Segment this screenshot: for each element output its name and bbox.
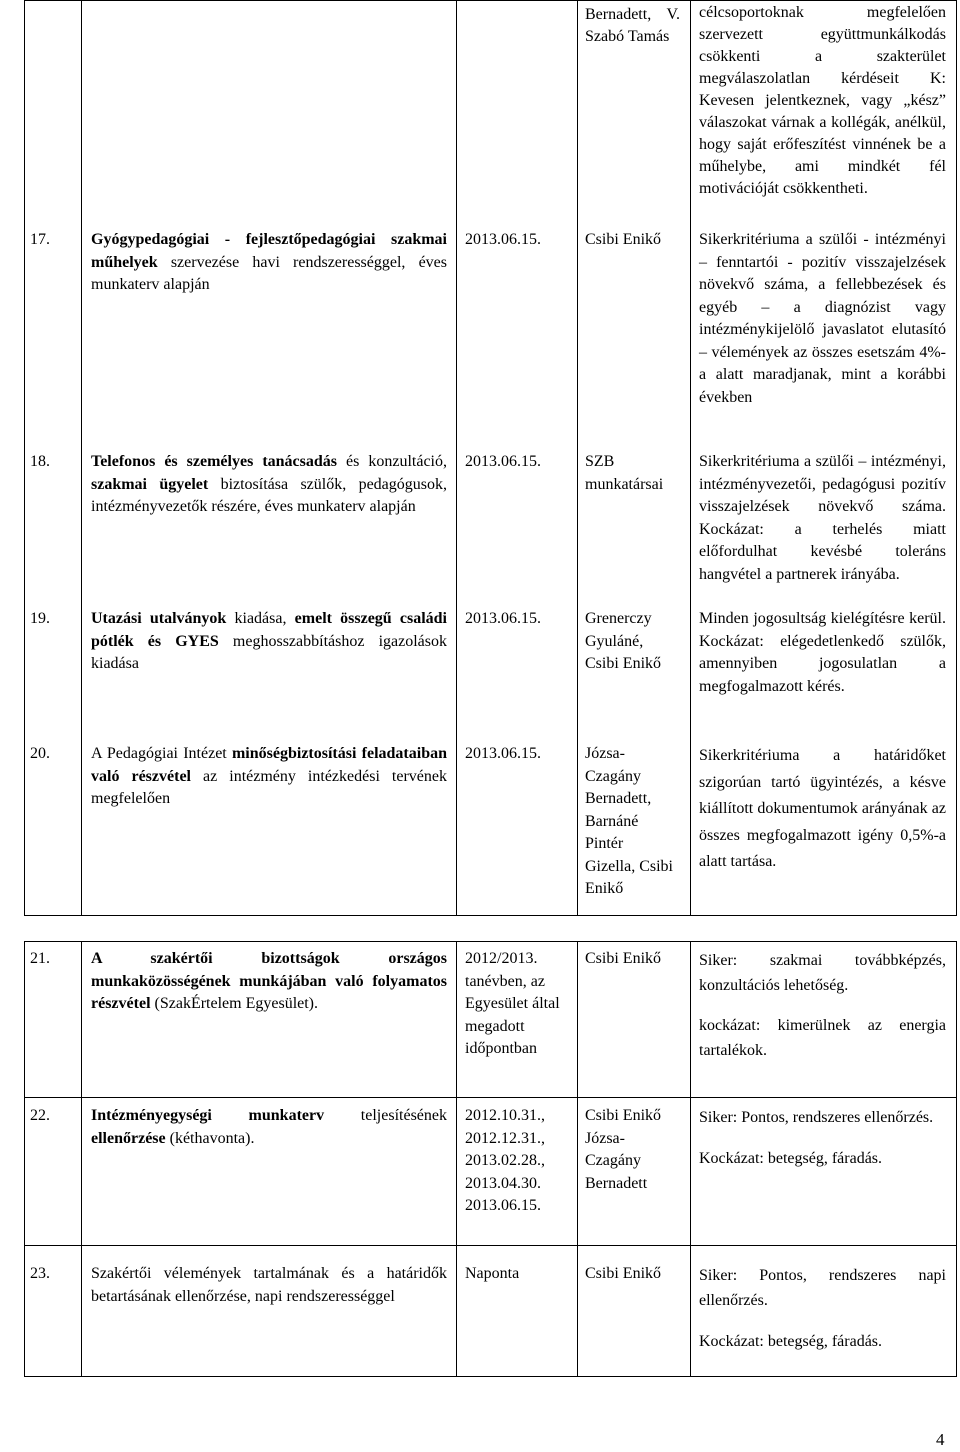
table1-col-border-2 — [456, 0, 457, 916]
table1-col-border-5 — [956, 0, 957, 916]
row22-task: Intézményegységi munkaterv teljesítésének ellenőrzése (kéthavonta). — [91, 1107, 447, 1147]
row20-date: 2013.06.15. — [465, 745, 541, 762]
table2-top-border — [24, 941, 957, 942]
row18-number: 18. — [30, 453, 50, 470]
row23-number: 23. — [30, 1265, 50, 1282]
row20-number: 20. — [30, 745, 50, 762]
row0-result: célcsoportoknak megfelelően szervezett együttmunkálkodás csökkenti a szakterület megválaszolatlan kérdéseit K: Kevesen jelentkeznek, vagy „kész” válaszokat várnak a kollégák, anélkül, hogy saját erőfeszítést vinnének be a műhelybe, ami mindkét fél motivációját csökkentheti. — [699, 4, 946, 197]
table1-top-border — [24, 0, 957, 1]
row21-result: Siker: szakmai továbbképzés, konzultációs lehetőség. kockázat: kimerülnek az energia tartalékok. — [699, 952, 946, 1059]
row19-date: 2013.06.15. — [465, 610, 541, 627]
row19-result: Minden jogosultság kielégítésre kerül. Kockázat: elégedetlenkedő szülők, amennyiben jogosulatlan a megfogalmazott kérés. — [699, 610, 946, 695]
row18-responsible: SZB munkatársai — [585, 453, 664, 493]
row21-responsible: Csibi Enikő — [585, 950, 662, 967]
row20-result: Sikerkritériuma a határidőket szigorúan tartó ügyintézés, a késve kiállított dokumentumok arányának az összes megfogalmazott igény 0,5%-a alatt tartása. — [699, 747, 946, 870]
row23-responsible: Csibi Enikő — [585, 1265, 662, 1282]
table2-row-border-2 — [24, 1245, 957, 1246]
row23-task: Szakértői vélemények tartalmának és a határidők betartásának ellenőrzése, napi rendszerességgel — [91, 1265, 447, 1305]
row21-number: 21. — [30, 950, 50, 967]
table2-col-border-0 — [24, 941, 25, 1377]
row17-responsible: Csibi Enikő — [585, 231, 662, 248]
row0-responsible: Bernadett, V. Szabó Tamás — [585, 6, 680, 45]
table1-col-border-4 — [690, 0, 691, 916]
row20-task: A Pedagógiai Intézet minőségbiztosítási feladataiban való részvétel az intézmény intézkedési tervének megfelelően — [91, 745, 447, 807]
row18-task: Telefonos és személyes tanácsadás és konzultáció, szakmai ügyelet biztosítása szülők, pedagógusok, intézményvezetők részére, éves munkaterv alapján — [91, 453, 447, 515]
row19-number: 19. — [30, 610, 50, 627]
row17-task: Gyógypedagógiai - fejlesztőpedagógiai szakmai műhelyek szervezése havi rendszerességgel, éves munkaterv alapján — [91, 231, 447, 293]
table2-bottom-border — [24, 1376, 957, 1377]
row22-date: 2012.10.31., 2012.12.31., 2013.02.28., 2013.04.30. 2013.06.15. — [465, 1107, 545, 1214]
row19-task: Utazási utalványok kiadása, emelt összegű családi pótlék és GYES meghosszabbításhoz igazolások kiadása — [91, 610, 447, 672]
row23-result: Siker: Pontos, rendszeres napi ellenőrzés. Kockázat: betegség, fáradás. — [699, 1267, 946, 1350]
row20-responsible: Józsa-Czagány Bernadett, Barnáné Pintér Gizella, Csibi Enikő — [585, 745, 673, 897]
row22-number: 22. — [30, 1107, 50, 1124]
table2-col-border-5 — [956, 941, 957, 1377]
table2-col-border-4 — [690, 941, 691, 1377]
row23-date: Naponta — [465, 1265, 520, 1282]
row17-number: 17. — [30, 231, 50, 248]
table1-col-border-0 — [24, 0, 25, 916]
row17-task-bold: Gyógypedagógiai - fejlesztőpedagógiai szakmai műhelyek — [91, 231, 447, 271]
row17-result: Sikerkritériuma a szülői - intézményi – fenntartói - pozitív visszajelzések növekvő száma, a fellebbezések és egyéb – a diagnózist vagy intézménykijelölő javaslatot elutasító – vélemények az összes esetszám 4%-a alatt maradjanak, mint a korábbi években — [699, 231, 946, 406]
row18-date: 2013.06.15. — [465, 453, 541, 470]
table1-col-border-3 — [577, 0, 578, 916]
table2-col-border-2 — [456, 941, 457, 1377]
row22-responsible: Csibi Enikő Józsa-Czagány Bernadett — [585, 1107, 662, 1192]
page-number: 4 — [936, 1430, 945, 1449]
table2-col-border-1 — [81, 941, 82, 1377]
table1-bottom-border — [24, 915, 957, 916]
row18-result: Sikerkritériuma a szülői – intézményi, intézményvezetői, pedagógusi pozitív visszajelzések növekvő száma. Kockázat: a terhelés miatt előfordulhat kevésbé toleráns hangvétel a partnerek irányába. — [699, 453, 946, 583]
row17-date: 2013.06.15. — [465, 231, 541, 248]
row22-result: Siker: Pontos, rendszeres ellenőrzés. Kockázat: betegség, fáradás. — [699, 1109, 934, 1167]
table1-col-border-1 — [81, 0, 82, 916]
table2-col-border-3 — [577, 941, 578, 1377]
table2-row-border-1 — [24, 1097, 957, 1098]
row21-task: A szakértői bizottságok országos munkaközösségének munkájában való folyamatos részvétel (SzakÉrtelem Egyesület). — [91, 950, 447, 1012]
row19-responsible: Grenerczy Gyuláné, Csibi Enikő — [585, 610, 662, 672]
row21-date: 2012/2013. tanévben, az Egyesület által megadott időpontban — [465, 950, 560, 1057]
